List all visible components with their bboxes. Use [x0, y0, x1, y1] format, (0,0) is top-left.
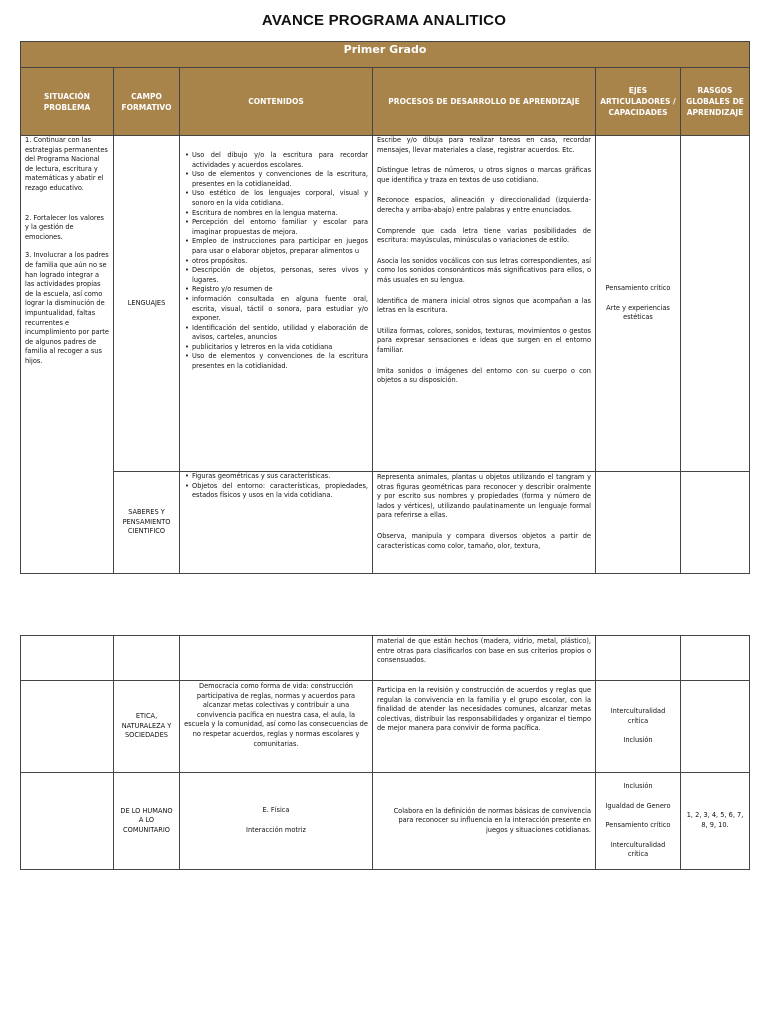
proceso-item: Distingue letras de números, u otros signos o marcas gráficas que identifica y traza en textos de uso cotidiano. — [377, 166, 591, 184]
eje-item: Interculturalidad crítica — [610, 840, 666, 859]
contenido-item: • Figuras geométricas y sus características. — [192, 472, 368, 482]
contenido-item: • información consultada en alguna fuente oral, escrita, visual, táctil o sonora, para estudiar y/o exponer. — [192, 295, 368, 324]
rasgos-etica — [681, 681, 750, 773]
situacion-etica — [21, 681, 114, 773]
contenido-item: • Percepción del entorno familiar y escolar para imaginar propuestas de mejora. — [192, 218, 368, 237]
contenido-item: • Identificación del sentido, utilidad y elaboración de avisos, carteles, anuncios — [192, 324, 368, 343]
campo-saberes: SABERES Y PENSAMIENTO CIENTIFICO — [114, 472, 180, 574]
procesos-saberes-continuation: material de que están hechos (madera, vidrio, metal, plástico), entre otras para clasificarlos con base en sus criterios propios o consensuados. — [373, 636, 596, 681]
proceso-item: Escribe y/o dibuja para realizar tareas en casa, recordar mensajes, llevar materiales a clase, registrar acuerdos. Etc. — [377, 136, 591, 154]
rasgos-lenguajes — [681, 136, 750, 472]
eje-item: Inclusión — [623, 736, 653, 745]
procesos-saberes — [373, 472, 596, 574]
situacion-problema-cell — [21, 136, 114, 574]
procesos-humano: Colabora en la definición de normas básicas de convivencia para reconocer su influencia en la interacción presente en juegos y situaciones cotidianas. — [373, 773, 596, 870]
contenidos-etica: Democracia como forma de vida: construcción participativa de reglas, normas y acuerdos para alcanzar metas colectivas y contribuir a una convivencia pacífica en nuestra casa, el aula, la escuela y la comunidad, así como las consecuencias de no respetar acuerdos, reglas y normas escolares y comunitarias. — [180, 681, 373, 773]
proceso-item: Imita sonidos o imágenes del entorno con su cuerpo o con objetos a su disposición. — [377, 366, 591, 385]
contenido-item: • Empleo de instrucciones para participar en juegos para usar o elaborar objetos, preparar alimentos u — [192, 237, 368, 256]
contenido-item: • Uso del dibujo y/o la escritura para recordar actividades y acuerdos escolares. — [192, 151, 368, 170]
eje-item: Inclusión — [623, 782, 653, 791]
proceso-item: Identifica de manera inicial otros signos que acompañan a las letras en la escritura. — [377, 296, 591, 315]
ejes-etica — [596, 681, 681, 773]
situacion-item: 2. Fortalecer los valores y la gestión de emociones. — [25, 213, 104, 241]
contenidos-lenguajes — [180, 136, 373, 472]
header-ejes: EJES ARTICULADORES / CAPACIDADES — [596, 68, 681, 136]
proceso-item: Observa, manipula y compara diversos objetos a partir de características como color, tamaño, olor, textura, — [377, 531, 591, 550]
ejes-humano — [596, 773, 681, 870]
procesos-lenguajes — [373, 136, 596, 472]
eje-item: Pensamiento crítico — [605, 284, 671, 293]
contenido-item: • otros propósitos. — [192, 257, 368, 267]
rasgos-humano: 1, 2, 3, 4, 5, 6, 7, 8, 9, 10. — [681, 773, 750, 870]
campo-humano: DE LO HUMANO A LO COMUNITARIO — [114, 773, 180, 870]
proceso-item: Asocia los sonidos vocálicos con sus letras correspondientes, así como los sonidos consonánticos más significativos para ellos, o más usuales en su lengua. — [377, 256, 591, 284]
contenido-item: • publicitarios y letreros en la vida cotidiana — [192, 343, 368, 353]
ejes-lenguajes — [596, 136, 681, 472]
document-title: AVANCE PROGRAMA ANALITICO — [261, 12, 507, 29]
situacion-humano — [21, 773, 114, 870]
ejes-saberes — [596, 472, 681, 574]
campo-etica: ETICA, NATURALEZA Y SOCIEDADES — [114, 681, 180, 773]
contenido-item: • Registro y/o resumen de — [192, 285, 368, 295]
program-table-page-2 — [20, 635, 750, 870]
header-campo: CAMPO FORMATIVO — [114, 68, 180, 136]
header-contenidos: CONTENIDOS — [180, 68, 373, 136]
proceso-item: Representa animales, plantas u objetos utilizando el tangram y otras figuras geométricas para reconocer y describir oralmente y por escrito sus nombres y propiedades (forma y número de lados y vértices), utilizando paulatinamente un lenguaje formal para referirse a ellas. — [377, 473, 591, 520]
proceso-item: Comprende que cada letra tiene varias posibilidades de escritura: mayúsculas, minúsculas o variaciones de estilo. — [377, 226, 591, 245]
situacion-item: 1. Continuar con las estrategias permanentes del Programa Nacional de lectura, escritura y matemáticas y abatir el rezago educativo. — [25, 136, 108, 192]
contenido-item: E. Física — [262, 806, 290, 815]
contenido-item: Interacción motriz — [246, 826, 306, 834]
grade-band: Primer Grado — [21, 42, 750, 68]
campo-continuation — [114, 636, 180, 681]
campo-lenguajes: LENGUAJES — [114, 136, 180, 472]
situacion-item: 3. Involucrar a los padres de familia que aún no se han logrado integrar a las actividades propias de la escuela, así como lograr la disminución de impuntualidad, faltas recurrentes e incumplimiento por parte de algunos padres de familia al recoger a sus hijos. — [25, 251, 109, 365]
contenido-item: • Uso de elementos y convenciones de la escritura, presentes en la cotidianeidad. — [192, 170, 368, 189]
rasgos-continuation — [681, 636, 750, 681]
eje-item: Interculturalidad crítica — [610, 707, 666, 725]
contenidos-saberes — [180, 472, 373, 574]
header-situacion: SITUACIÓN PROBLEMA — [21, 68, 114, 136]
proceso-item: Utiliza formas, colores, sonidos, texturas, movimientos o gestos para expresar sensaciones e ideas que surgen en el entorno familiar. — [377, 326, 591, 354]
contenido-item: • Uso de elementos y convenciones de la escritura presentes en la cotidianidad. — [192, 352, 368, 371]
eje-item: Pensamiento crítico — [605, 821, 671, 830]
eje-item: Igualdad de Genero — [605, 801, 671, 810]
contenidos-humano — [180, 773, 373, 870]
contenido-item: • Objetos del entorno: características, propiedades, estados físicos y usos en la vida cotidiana. — [192, 482, 368, 501]
proceso-item: Reconoce espacios, alineación y direccionalidad (izquierda-derecha y arriba-abajo) entre palabras y entre enunciados. — [377, 196, 591, 214]
header-rasgos: RASGOS GLOBALES DE APRENDIZAJE — [681, 68, 750, 136]
rasgos-saberes — [681, 472, 750, 574]
contenido-item: • Escritura de nombres en la lengua materna. — [192, 209, 368, 219]
contenido-item: • Uso estético de los lenguajes corporal, visual y sonoro en la vida cotidiana. — [192, 189, 368, 208]
situacion-continuation — [21, 636, 114, 681]
header-procesos: PROCESOS DE DESARROLLO DE APRENDIZAJE — [373, 68, 596, 136]
procesos-etica: Participa en la revisión y construcción de acuerdos y reglas que regulan la convivencia en la familia y el grupo escolar, con la finalidad de atender las necesidades comunes, alcanzar metas colectivas, distribuir las responsabilidades y organizar el tiempo de mejor manera para convivir de forma pacífica. — [373, 681, 596, 773]
program-table-page-1 — [20, 41, 750, 574]
ejes-continuation — [596, 636, 681, 681]
contenidos-continuation — [180, 636, 373, 681]
contenido-item: • Descripción de objetos, personas, seres vivos y lugares. — [192, 266, 368, 285]
eje-item: Arte y experiencias estéticas — [606, 303, 670, 322]
